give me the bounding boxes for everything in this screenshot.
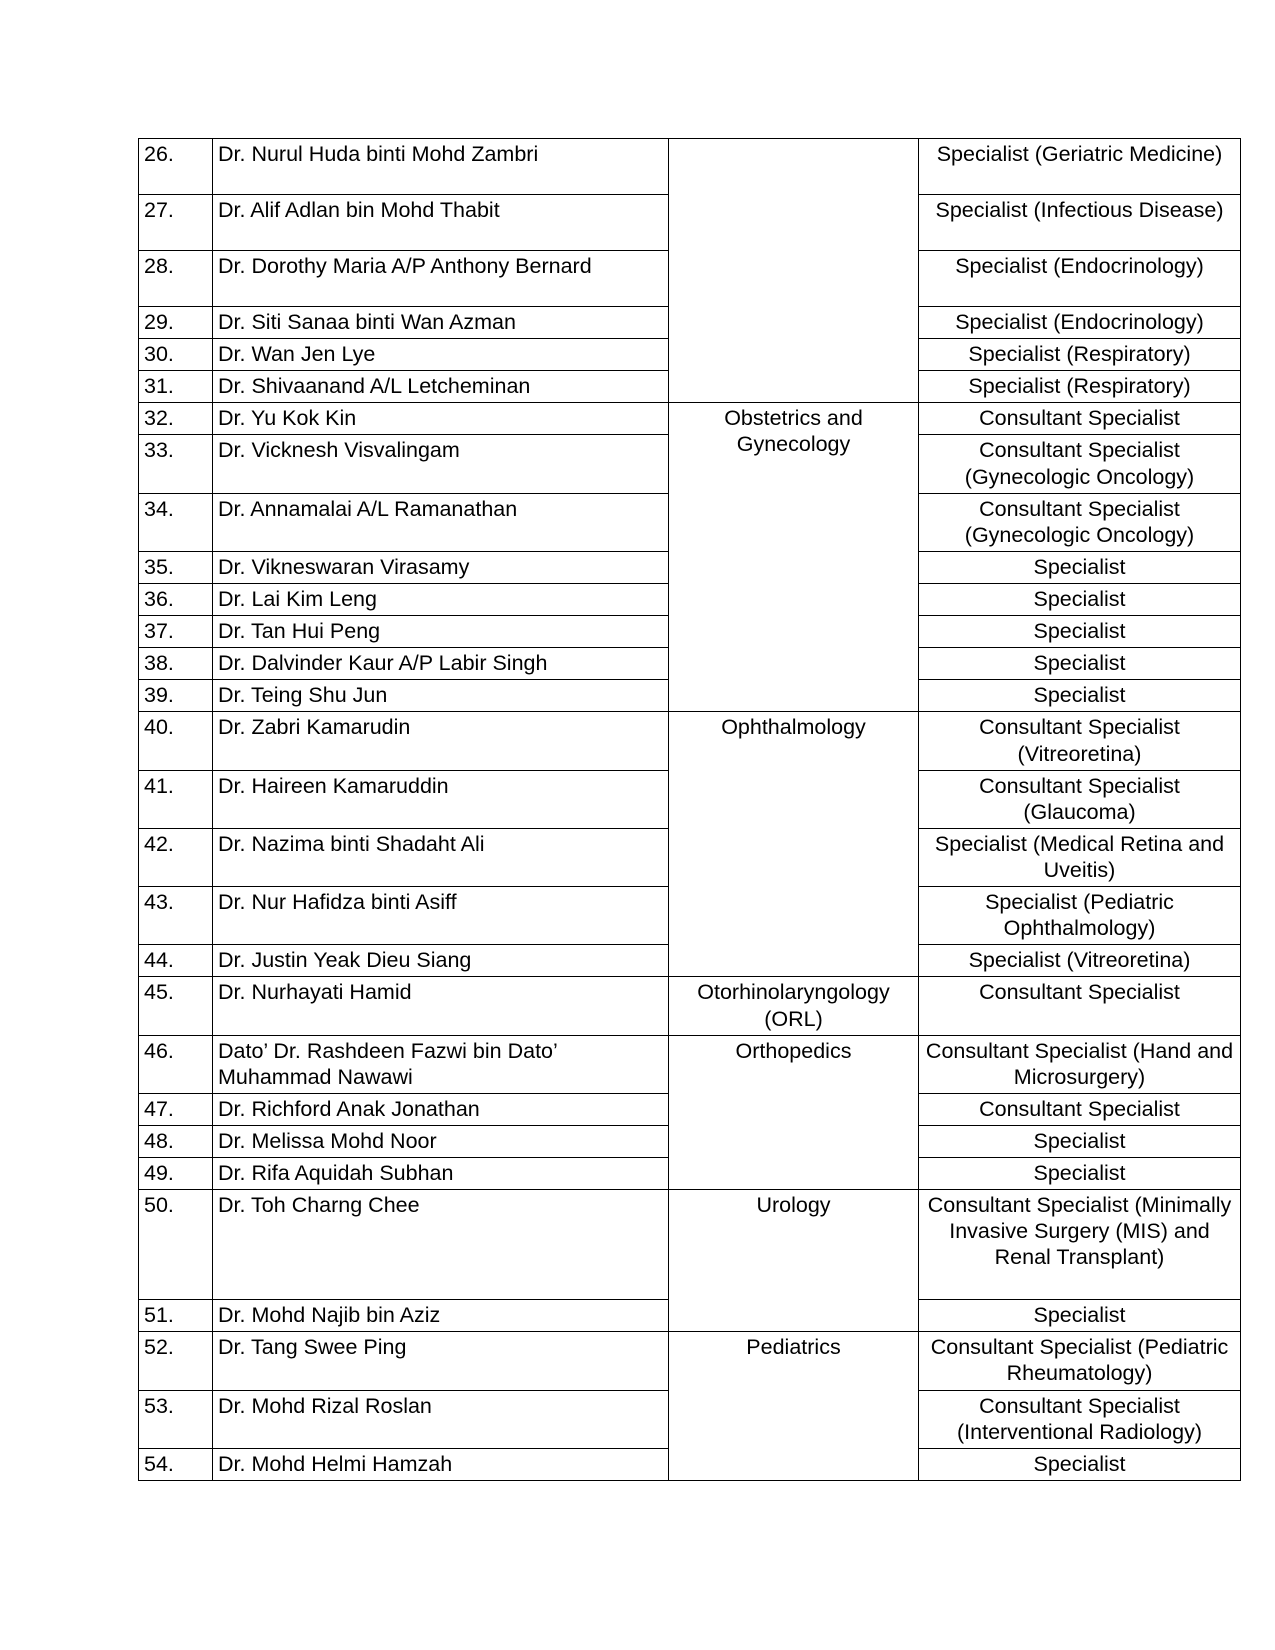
row-number-cell: 36. xyxy=(139,583,213,615)
row-number-cell: 53. xyxy=(139,1390,213,1448)
designation-cell: Specialist (Geriatric Medicine) xyxy=(919,139,1241,195)
row-number-cell: 30. xyxy=(139,339,213,371)
designation-cell: Consultant Specialist xyxy=(919,1093,1241,1125)
doctor-name-cell: Dr. Toh Charng Chee xyxy=(213,1190,669,1300)
doctor-name-cell: Dr. Lai Kim Leng xyxy=(213,583,669,615)
row-number-cell: 41. xyxy=(139,770,213,828)
department-cell: Orthopedics xyxy=(669,1035,919,1190)
table-row xyxy=(139,1190,1241,1300)
doctor-name-cell: Dr. Nur Hafidza binti Asiff xyxy=(213,887,669,945)
table-row xyxy=(139,1332,1241,1390)
designation-cell: Specialist (Pediatric Ophthalmology) xyxy=(919,887,1241,945)
row-number-cell: 39. xyxy=(139,680,213,712)
doctor-name-cell: Dr. Siti Sanaa binti Wan Azman xyxy=(213,307,669,339)
designation-cell: Specialist (Medical Retina and Uveitis) xyxy=(919,828,1241,886)
designation-cell: Specialist xyxy=(919,1125,1241,1157)
designation-cell: Consultant Specialist (Interventional Radiology) xyxy=(919,1390,1241,1448)
row-number-cell: 50. xyxy=(139,1190,213,1300)
doctor-name-cell: Dr. Yu Kok Kin xyxy=(213,403,669,435)
row-number-cell: 26. xyxy=(139,139,213,195)
doctor-name-cell: Dr. Alif Adlan bin Mohd Thabit xyxy=(213,195,669,251)
designation-cell: Consultant Specialist (Vitreoretina) xyxy=(919,712,1241,770)
department-cell: Otorhinolaryngology (ORL) xyxy=(669,977,919,1035)
row-number-cell: 48. xyxy=(139,1125,213,1157)
designation-cell: Specialist (Infectious Disease) xyxy=(919,195,1241,251)
doctor-name-cell: Dr. Mohd Najib bin Aziz xyxy=(213,1300,669,1332)
designation-cell: Specialist (Respiratory) xyxy=(919,339,1241,371)
designation-cell: Consultant Specialist (Hand and Microsurgery) xyxy=(919,1035,1241,1093)
designation-cell: Consultant Specialist (Glaucoma) xyxy=(919,770,1241,828)
doctor-name-cell: Dato’ Dr. Rashdeen Fazwi bin Dato’ Muhammad Nawawi xyxy=(213,1035,669,1093)
doctor-name-cell: Dr. Vikneswaran Virasamy xyxy=(213,551,669,583)
designation-cell: Specialist xyxy=(919,648,1241,680)
row-number-cell: 42. xyxy=(139,828,213,886)
row-number-cell: 45. xyxy=(139,977,213,1035)
table-row xyxy=(139,712,1241,770)
row-number-cell: 29. xyxy=(139,307,213,339)
doctor-name-cell: Dr. Wan Jen Lye xyxy=(213,339,669,371)
designation-cell: Specialist xyxy=(919,1158,1241,1190)
doctor-name-cell: Dr. Nurul Huda binti Mohd Zambri xyxy=(213,139,669,195)
table-body xyxy=(139,139,1241,1481)
row-number-cell: 43. xyxy=(139,887,213,945)
row-number-cell: 38. xyxy=(139,648,213,680)
table-row xyxy=(139,1035,1241,1093)
designation-cell: Consultant Specialist (Gynecologic Oncology) xyxy=(919,435,1241,493)
department-cell: Ophthalmology xyxy=(669,712,919,977)
designation-cell: Specialist xyxy=(919,1448,1241,1480)
row-number-cell: 33. xyxy=(139,435,213,493)
designation-cell: Consultant Specialist xyxy=(919,403,1241,435)
designation-cell: Consultant Specialist (Gynecologic Oncology) xyxy=(919,493,1241,551)
row-number-cell: 47. xyxy=(139,1093,213,1125)
row-number-cell: 27. xyxy=(139,195,213,251)
designation-cell: Consultant Specialist (Pediatric Rheumatology) xyxy=(919,1332,1241,1390)
doctor-name-cell: Dr. Mohd Rizal Roslan xyxy=(213,1390,669,1448)
doctor-name-cell: Dr. Richford Anak Jonathan xyxy=(213,1093,669,1125)
doctor-name-cell: Dr. Tan Hui Peng xyxy=(213,616,669,648)
doctor-name-cell: Dr. Haireen Kamaruddin xyxy=(213,770,669,828)
row-number-cell: 32. xyxy=(139,403,213,435)
doctor-name-cell: Dr. Vicknesh Visvalingam xyxy=(213,435,669,493)
table-row xyxy=(139,403,1241,435)
row-number-cell: 54. xyxy=(139,1448,213,1480)
designation-cell: Specialist (Endocrinology) xyxy=(919,251,1241,307)
row-number-cell: 35. xyxy=(139,551,213,583)
doctor-name-cell: Dr. Annamalai A/L Ramanathan xyxy=(213,493,669,551)
doctor-name-cell: Dr. Dorothy Maria A/P Anthony Bernard xyxy=(213,251,669,307)
doctor-name-cell: Dr. Teing Shu Jun xyxy=(213,680,669,712)
designation-cell: Specialist xyxy=(919,616,1241,648)
row-number-cell: 46. xyxy=(139,1035,213,1093)
doctor-name-cell: Dr. Shivaanand A/L Letcheminan xyxy=(213,371,669,403)
doctor-name-cell: Dr. Mohd Helmi Hamzah xyxy=(213,1448,669,1480)
row-number-cell: 49. xyxy=(139,1158,213,1190)
designation-cell: Consultant Specialist xyxy=(919,977,1241,1035)
designation-cell: Consultant Specialist (Minimally Invasive Surgery (MIS) and Renal Transplant) xyxy=(919,1190,1241,1300)
row-number-cell: 31. xyxy=(139,371,213,403)
department-cell: Urology xyxy=(669,1190,919,1332)
doctor-name-cell: Dr. Melissa Mohd Noor xyxy=(213,1125,669,1157)
designation-cell: Specialist xyxy=(919,551,1241,583)
row-number-cell: 37. xyxy=(139,616,213,648)
table-row xyxy=(139,977,1241,1035)
designation-cell: Specialist (Endocrinology) xyxy=(919,307,1241,339)
doctor-name-cell: Dr. Nazima binti Shadaht Ali xyxy=(213,828,669,886)
table-row xyxy=(139,139,1241,195)
doctor-name-cell: Dr. Nurhayati Hamid xyxy=(213,977,669,1035)
row-number-cell: 34. xyxy=(139,493,213,551)
designation-cell: Specialist xyxy=(919,583,1241,615)
department-cell: Obstetrics and Gynecology xyxy=(669,403,919,712)
doctor-name-cell: Dr. Tang Swee Ping xyxy=(213,1332,669,1390)
department-cell xyxy=(669,139,919,403)
doctor-name-cell: Dr. Dalvinder Kaur A/P Labir Singh xyxy=(213,648,669,680)
doctor-name-cell: Dr. Zabri Kamarudin xyxy=(213,712,669,770)
row-number-cell: 52. xyxy=(139,1332,213,1390)
designation-cell: Specialist xyxy=(919,680,1241,712)
designation-cell: Specialist xyxy=(919,1300,1241,1332)
row-number-cell: 51. xyxy=(139,1300,213,1332)
row-number-cell: 28. xyxy=(139,251,213,307)
doctor-name-cell: Dr. Rifa Aquidah Subhan xyxy=(213,1158,669,1190)
designation-cell: Specialist (Respiratory) xyxy=(919,371,1241,403)
department-cell: Pediatrics xyxy=(669,1332,919,1481)
doctor-name-cell: Dr. Justin Yeak Dieu Siang xyxy=(213,945,669,977)
row-number-cell: 40. xyxy=(139,712,213,770)
row-number-cell: 44. xyxy=(139,945,213,977)
specialist-doctor-table xyxy=(138,138,1241,1481)
designation-cell: Specialist (Vitreoretina) xyxy=(919,945,1241,977)
